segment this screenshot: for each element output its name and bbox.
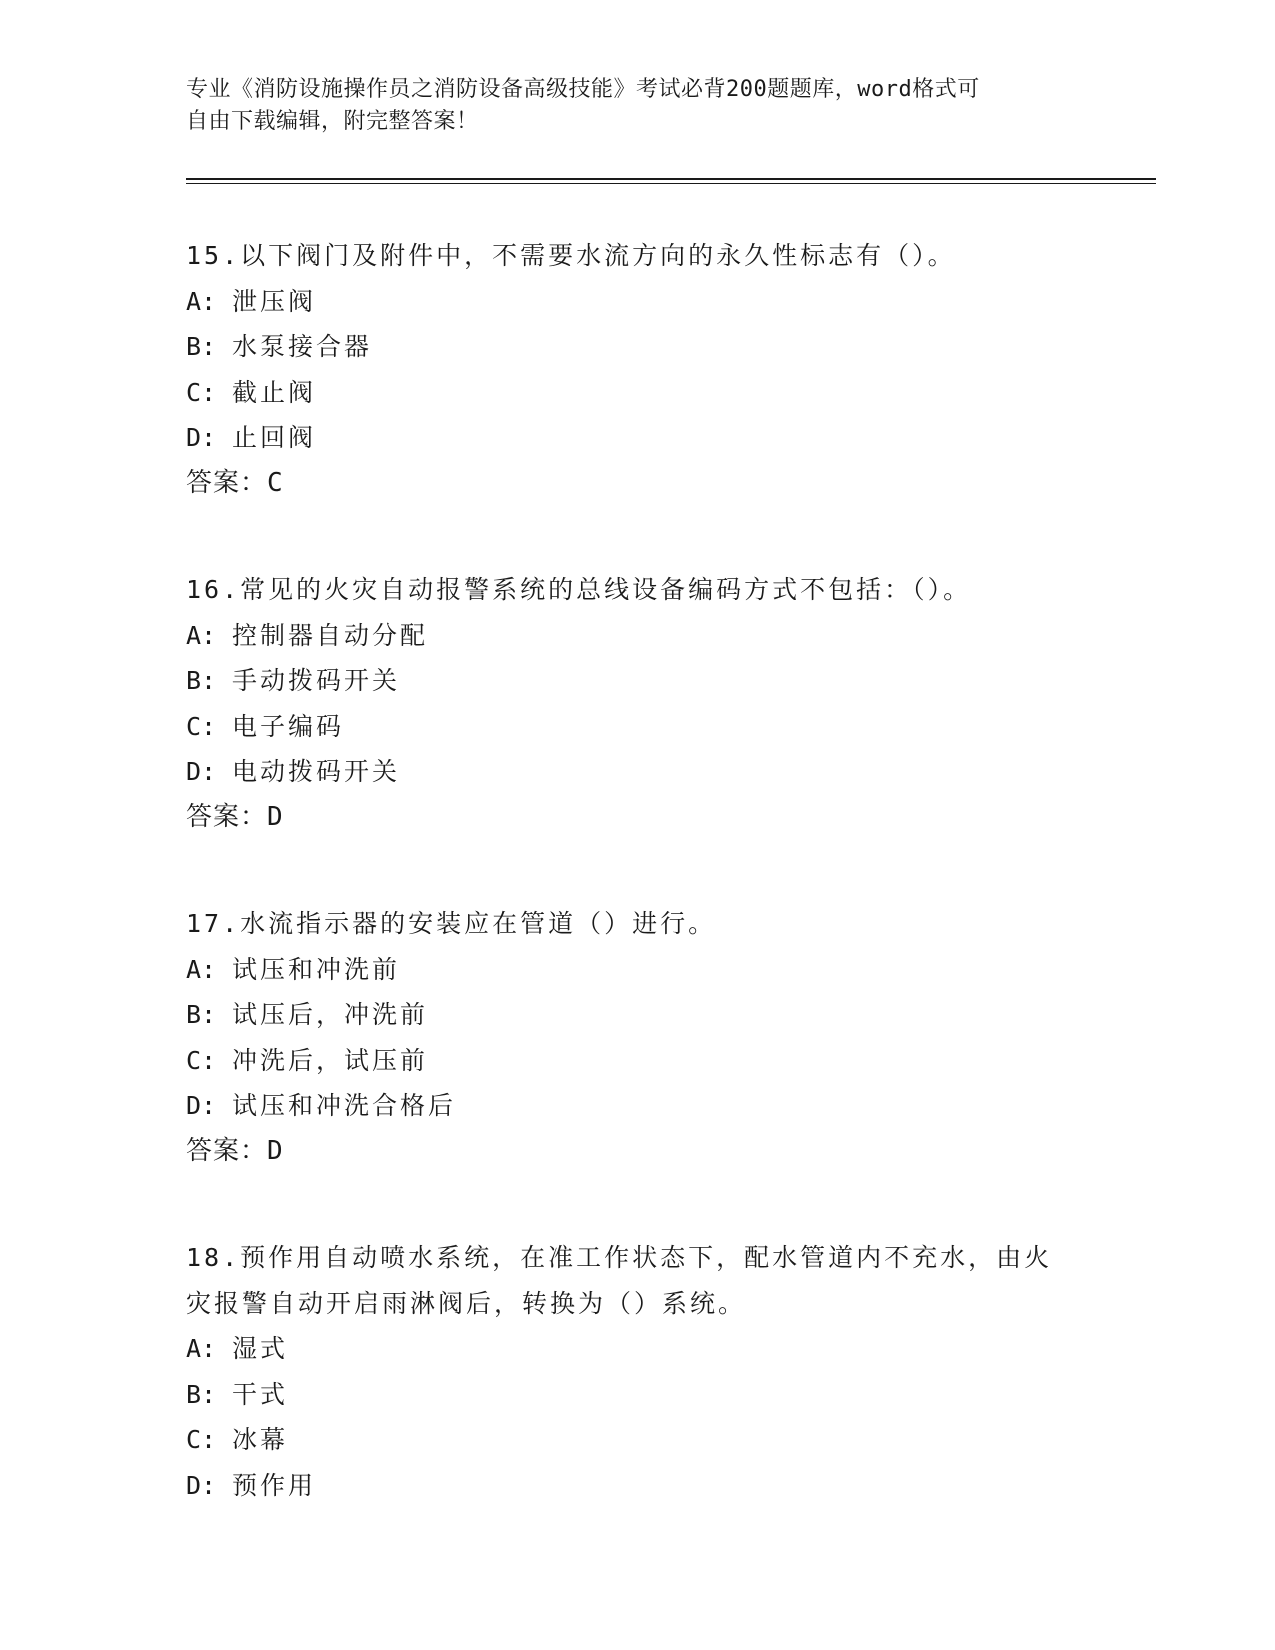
- option-row: [186, 370, 1086, 416]
- header-divider-bottom: [186, 183, 1156, 184]
- answer-label: 答案：: [186, 467, 268, 498]
- header-line-2: 自由下载编辑，附完整答案！: [186, 109, 479, 134]
- option-letter: D:: [186, 1470, 217, 1500]
- header-line-1: 专业《消防设施操作员之消防设备高级技能》考试必背200题题库，word格式可: [186, 77, 980, 102]
- option-text: 冰幕: [232, 1425, 289, 1454]
- option-row: [186, 1326, 1086, 1372]
- option-letter: D:: [186, 423, 217, 452]
- answer-line: [186, 461, 1086, 507]
- document-header: [186, 74, 1086, 138]
- option-text: 试压后，冲洗前: [232, 1000, 429, 1029]
- option-text: 水泵接合器: [232, 332, 373, 361]
- option-row: [186, 279, 1086, 325]
- option-row: [186, 415, 1086, 461]
- question-block: [186, 567, 1086, 840]
- answer-line: [186, 1129, 1086, 1175]
- question-stem: 18.预作用自动喷水系统，在准工作状态下，配水管道内不充水，由火: [186, 1243, 1053, 1272]
- option-letter: A:: [186, 1334, 217, 1363]
- option-letter: C:: [186, 1425, 217, 1454]
- option-letter: D:: [186, 757, 217, 786]
- option-letter: B:: [186, 332, 217, 361]
- option-row: [186, 613, 1086, 659]
- answer-label: 答案：: [186, 801, 268, 832]
- option-text: 截止阀: [232, 377, 317, 407]
- answer-value: D: [267, 801, 284, 832]
- question-stem: 16.常见的火灾自动报警系统的总线设备编码方式不包括：（）。: [186, 575, 972, 604]
- option-letter: A:: [186, 286, 217, 316]
- question-block: [186, 1235, 1086, 1508]
- question-stem: 15.以下阀门及附件中，不需要水流方向的永久性标志有（）。: [186, 241, 956, 270]
- option-letter: A:: [186, 620, 217, 650]
- option-text: 试压和冲洗前: [232, 954, 401, 984]
- option-text: 电子编码: [232, 711, 345, 741]
- option-text: 干式: [232, 1379, 289, 1409]
- option-row: [186, 1083, 1086, 1129]
- option-text: 冲洗后，试压前: [232, 1045, 429, 1075]
- option-text: 止回阀: [232, 423, 317, 452]
- header-divider-top: [186, 178, 1156, 180]
- option-letter: C:: [186, 711, 217, 741]
- option-row: [186, 1417, 1086, 1463]
- option-letter: B:: [186, 1379, 217, 1409]
- option-letter: C:: [186, 1045, 217, 1075]
- question-list: [186, 233, 1086, 1569]
- option-text: 泄压阀: [232, 286, 317, 316]
- option-letter: A:: [186, 954, 217, 984]
- option-text: 湿式: [232, 1334, 289, 1363]
- answer-line: [186, 795, 1086, 841]
- option-row: [186, 1463, 1086, 1509]
- answer-value: D: [267, 1135, 284, 1166]
- option-row: [186, 704, 1086, 750]
- question-stem: 17.水流指示器的安装应在管道（）进行。: [186, 909, 717, 938]
- question-block: [186, 901, 1086, 1174]
- option-letter: B:: [186, 666, 217, 695]
- option-letter: D:: [186, 1091, 217, 1120]
- question-stem: 灾报警自动开启雨淋阀后，转换为（）系统。: [186, 1288, 747, 1318]
- option-letter: B:: [186, 1000, 217, 1029]
- option-row: [186, 1038, 1086, 1084]
- option-row: [186, 947, 1086, 993]
- option-text: 试压和冲洗合格后: [232, 1091, 457, 1120]
- option-text: 控制器自动分配: [232, 620, 429, 650]
- option-letter: C:: [186, 377, 217, 407]
- option-row: [186, 1372, 1086, 1418]
- option-row: [186, 992, 1086, 1038]
- option-row: [186, 749, 1086, 795]
- answer-value: C: [267, 467, 284, 498]
- option-text: 电动拨码开关: [232, 757, 401, 786]
- answer-label: 答案：: [186, 1135, 268, 1166]
- question-block: [186, 233, 1086, 506]
- option-text: 手动拨码开关: [232, 666, 401, 695]
- option-text: 预作用: [232, 1470, 317, 1500]
- option-row: [186, 324, 1086, 370]
- option-row: [186, 658, 1086, 704]
